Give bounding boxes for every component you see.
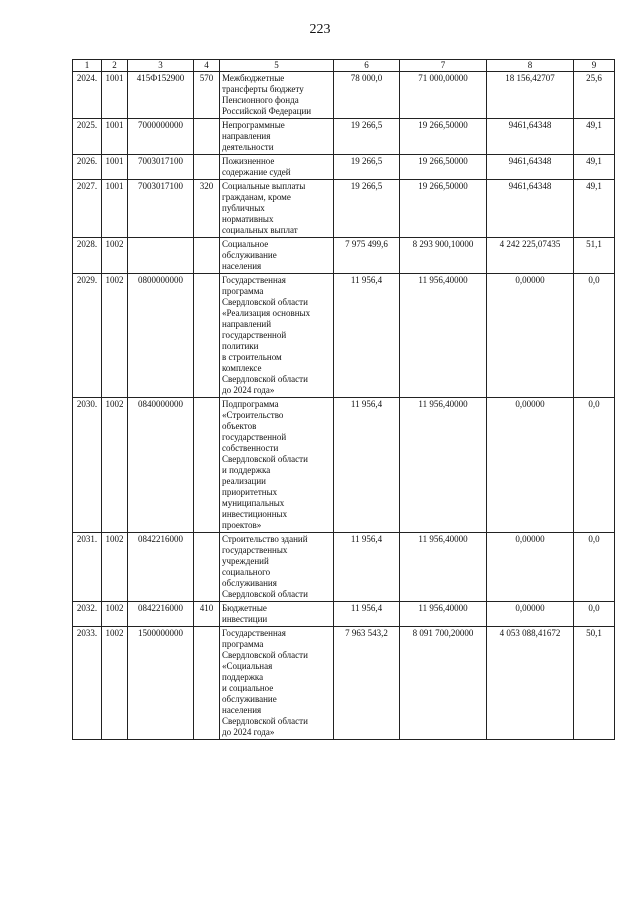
- target-article-code-cell: 7003017100: [128, 180, 194, 238]
- section-code-cell: 1002: [102, 602, 128, 627]
- table-row: [73, 533, 615, 602]
- column-header: 2: [102, 60, 128, 72]
- planned-amount-cell: 11 956,4: [334, 602, 400, 627]
- planned-amount-cell: 7 975 499,6: [334, 238, 400, 274]
- execution-percent-cell: 49,1: [574, 119, 615, 155]
- table-row: [73, 155, 615, 180]
- section-code-cell: 1001: [102, 180, 128, 238]
- section-code-cell: 1001: [102, 119, 128, 155]
- expense-type-code-cell: 410: [194, 602, 220, 627]
- table-row: [73, 274, 615, 398]
- section-code-cell: 1002: [102, 398, 128, 533]
- expense-type-code-cell: 570: [194, 72, 220, 119]
- item-name-cell: Непрограммные направления деятельности: [220, 119, 334, 155]
- item-name-cell: Государственная программа Свердловской области «Реализация основных направлений государственной политики в строительном комплексе Свердловской области до 2024 года»: [220, 274, 334, 398]
- planned-amount-cell: 19 266,5: [334, 155, 400, 180]
- refined-amount-cell: 19 266,50000: [400, 155, 487, 180]
- executed-amount-cell: 0,00000: [487, 533, 574, 602]
- expense-type-code-cell: [194, 238, 220, 274]
- expense-type-code-cell: 320: [194, 180, 220, 238]
- executed-amount-cell: 0,00000: [487, 398, 574, 533]
- executed-amount-cell: 0,00000: [487, 274, 574, 398]
- refined-amount-cell: 19 266,50000: [400, 119, 487, 155]
- item-name-cell: Бюджетные инвестиции: [220, 602, 334, 627]
- column-header: 5: [220, 60, 334, 72]
- item-name-cell: Подпрограмма «Строительство объектов государственной собственности Свердловской области и поддержка реализации приоритетных муниципальных инвестиционных проектов»: [220, 398, 334, 533]
- row-number-cell: 2030.: [73, 398, 102, 533]
- expense-type-code-cell: [194, 274, 220, 398]
- refined-amount-cell: 11 956,40000: [400, 602, 487, 627]
- refined-amount-cell: 19 266,50000: [400, 180, 487, 238]
- table-row: [73, 398, 615, 533]
- refined-amount-cell: 8 091 700,20000: [400, 627, 487, 740]
- table-row: [73, 627, 615, 740]
- target-article-code-cell: 7000000000: [128, 119, 194, 155]
- refined-amount-cell: 11 956,40000: [400, 398, 487, 533]
- executed-amount-cell: 4 053 088,41672: [487, 627, 574, 740]
- item-name-cell: Государственная программа Свердловской области «Социальная поддержка и социальное обслуживание населения Свердловской области до 2024 года»: [220, 627, 334, 740]
- table-row: [73, 72, 615, 119]
- execution-percent-cell: 51,1: [574, 238, 615, 274]
- section-code-cell: 1001: [102, 155, 128, 180]
- execution-percent-cell: 0,0: [574, 602, 615, 627]
- target-article-code-cell: 1500000000: [128, 627, 194, 740]
- row-number-cell: 2028.: [73, 238, 102, 274]
- expense-type-code-cell: [194, 533, 220, 602]
- executed-amount-cell: 18 156,42707: [487, 72, 574, 119]
- expense-type-code-cell: [194, 119, 220, 155]
- budget-table: [72, 59, 615, 740]
- target-article-code-cell: [128, 238, 194, 274]
- executed-amount-cell: 9461,64348: [487, 155, 574, 180]
- page-number: 223: [309, 22, 331, 37]
- item-name-cell: Межбюджетные трансферты бюджету Пенсионного фонда Российской Федерации: [220, 72, 334, 119]
- column-header: 9: [574, 60, 615, 72]
- row-number-cell: 2029.: [73, 274, 102, 398]
- row-number-cell: 2024.: [73, 72, 102, 119]
- planned-amount-cell: 7 963 543,2: [334, 627, 400, 740]
- section-code-cell: 1002: [102, 238, 128, 274]
- target-article-code-cell: 415Ф152900: [128, 72, 194, 119]
- item-name-cell: Социальное обслуживание населения: [220, 238, 334, 274]
- section-code-cell: 1002: [102, 533, 128, 602]
- planned-amount-cell: 19 266,5: [334, 180, 400, 238]
- executed-amount-cell: 9461,64348: [487, 119, 574, 155]
- executed-amount-cell: 0,00000: [487, 602, 574, 627]
- column-header: 6: [334, 60, 400, 72]
- row-number-cell: 2025.: [73, 119, 102, 155]
- target-article-code-cell: 0840000000: [128, 398, 194, 533]
- table-row: [73, 602, 615, 627]
- row-number-cell: 2033.: [73, 627, 102, 740]
- table-row: [73, 180, 615, 238]
- item-name-cell: Социальные выплаты гражданам, кроме публичных нормативных социальных выплат: [220, 180, 334, 238]
- expense-type-code-cell: [194, 155, 220, 180]
- execution-percent-cell: 49,1: [574, 180, 615, 238]
- planned-amount-cell: 11 956,4: [334, 398, 400, 533]
- refined-amount-cell: 71 000,00000: [400, 72, 487, 119]
- expense-type-code-cell: [194, 627, 220, 740]
- row-number-cell: 2027.: [73, 180, 102, 238]
- execution-percent-cell: 49,1: [574, 155, 615, 180]
- column-header: 1: [73, 60, 102, 72]
- executed-amount-cell: 9461,64348: [487, 180, 574, 238]
- column-header: 8: [487, 60, 574, 72]
- execution-percent-cell: 50,1: [574, 627, 615, 740]
- executed-amount-cell: 4 242 225,07435: [487, 238, 574, 274]
- row-number-cell: 2032.: [73, 602, 102, 627]
- section-code-cell: 1002: [102, 627, 128, 740]
- refined-amount-cell: 11 956,40000: [400, 533, 487, 602]
- item-name-cell: Строительство зданий государственных учреждений социального обслуживания Свердловской области: [220, 533, 334, 602]
- planned-amount-cell: 78 000,0: [334, 72, 400, 119]
- column-number-row: [73, 60, 615, 72]
- target-article-code-cell: 0800000000: [128, 274, 194, 398]
- refined-amount-cell: 8 293 900,10000: [400, 238, 487, 274]
- column-header: 3: [128, 60, 194, 72]
- section-code-cell: 1002: [102, 274, 128, 398]
- table-row: [73, 238, 615, 274]
- row-number-cell: 2026.: [73, 155, 102, 180]
- planned-amount-cell: 11 956,4: [334, 274, 400, 398]
- planned-amount-cell: 11 956,4: [334, 533, 400, 602]
- target-article-code-cell: 0842216000: [128, 602, 194, 627]
- refined-amount-cell: 11 956,40000: [400, 274, 487, 398]
- execution-percent-cell: 25,6: [574, 72, 615, 119]
- target-article-code-cell: 0842216000: [128, 533, 194, 602]
- execution-percent-cell: 0,0: [574, 398, 615, 533]
- row-number-cell: 2031.: [73, 533, 102, 602]
- target-article-code-cell: 7003017100: [128, 155, 194, 180]
- item-name-cell: Пожизненное содержание судей: [220, 155, 334, 180]
- column-header: 7: [400, 60, 487, 72]
- table-row: [73, 119, 615, 155]
- planned-amount-cell: 19 266,5: [334, 119, 400, 155]
- expense-type-code-cell: [194, 398, 220, 533]
- execution-percent-cell: 0,0: [574, 533, 615, 602]
- execution-percent-cell: 0,0: [574, 274, 615, 398]
- column-header: 4: [194, 60, 220, 72]
- section-code-cell: 1001: [102, 72, 128, 119]
